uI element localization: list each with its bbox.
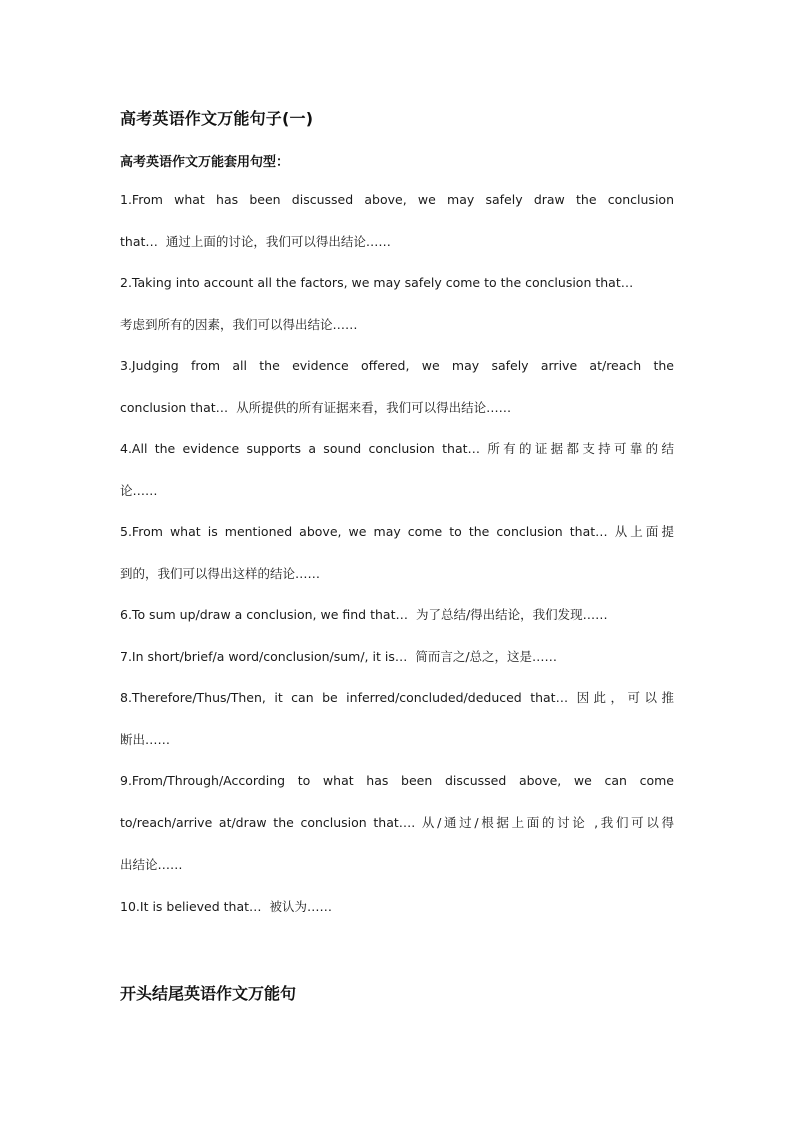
section-subtitle: 高考英语作文万能套用句型： xyxy=(120,155,290,170)
sentence-1-translation: 通过上面的讨论，我们可以得出结论…… xyxy=(165,234,391,249)
sentence-2-line-1: 2.Taking into account all the factors, we may safely come to the conclusion that… xyxy=(120,275,634,290)
sentence-5-translation: 从上面提 xyxy=(614,524,674,539)
sentence-9-line-3: 出结论…… xyxy=(120,857,183,872)
sentence-1-line-2 xyxy=(120,233,674,251)
sentence-7-line-1 xyxy=(120,648,674,666)
sentence-8-line-1 xyxy=(120,689,674,707)
sentence-10-english: 10.It is believed that… xyxy=(120,899,262,914)
sentence-7-english: 7.In short/brief/a word/conclusion/sum/, it is… xyxy=(120,649,408,664)
sentence-3-english-end: conclusion that… xyxy=(120,400,229,415)
sentence-9-english-end: to/reach/arrive at/draw the conclusion that…. xyxy=(120,815,416,830)
sentence-1-line-1: 1.From what has been discussed above, we may safely draw the conclusion xyxy=(120,192,674,207)
document-title: 高考英语作文万能句子(一) xyxy=(120,109,314,128)
sentence-5-line-1 xyxy=(120,523,674,541)
sentence-9-line-2 xyxy=(120,814,674,832)
section-2-title: 开头结尾英语作文万能句 xyxy=(120,984,297,1003)
sentence-3-line-2 xyxy=(120,399,674,417)
sentence-8-line-2: 断出…… xyxy=(120,732,171,747)
sentence-3-translation: 从所提供的所有证据来看，我们可以得出结论…… xyxy=(236,400,512,415)
sentence-4-line-1 xyxy=(120,440,674,458)
sentence-2-translation: 考虑到所有的因素，我们可以得出结论…… xyxy=(120,317,358,332)
sentence-9-line-1: 9.From/Through/According to what has been discussed above, we can come xyxy=(120,773,674,788)
sentence-10-line-1 xyxy=(120,898,674,916)
sentence-3-line-1: 3.Judging from all the evidence offered, we may safely arrive at/reach the xyxy=(120,358,674,373)
sentence-5-line-2: 到的，我们可以得出这样的结论…… xyxy=(120,566,321,581)
sentence-1-english-end: that… xyxy=(120,234,158,249)
sentence-4-english: 4.All the evidence supports a sound conclusion that… xyxy=(120,441,481,456)
sentence-9-translation: 从/通过/根据上面的讨论 ,我们可以得 xyxy=(421,815,674,830)
sentence-6-english: 6.To sum up/draw a conclusion, we find that… xyxy=(120,607,408,622)
sentence-4-translation: 所有的证据都支持可靠的结 xyxy=(487,441,674,456)
sentence-6-line-1 xyxy=(120,606,674,624)
sentence-4-line-2: 论…… xyxy=(120,483,158,498)
sentence-10-translation: 被认为…… xyxy=(269,899,333,914)
sentence-8-translation: 因此，可以推 xyxy=(576,690,674,705)
sentence-7-translation: 简而言之/总之，这是…… xyxy=(415,649,558,664)
sentence-5-english: 5.From what is mentioned above, we may come to the conclusion that… xyxy=(120,524,608,539)
sentence-8-english: 8.Therefore/Thus/Then, it can be inferred/concluded/deduced that… xyxy=(120,690,569,705)
sentence-6-translation: 为了总结/得出结论，我们发现…… xyxy=(415,607,608,622)
